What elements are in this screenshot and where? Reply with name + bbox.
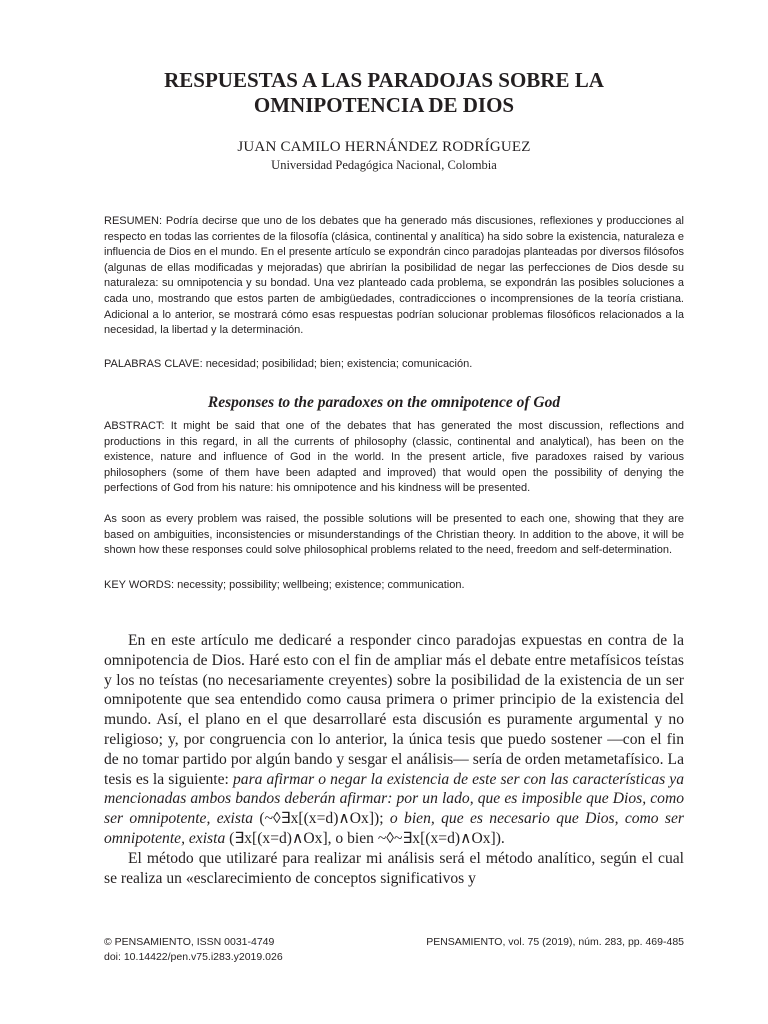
- formula-impossible: (~◊∃x[(x=d)∧Ox]);: [253, 810, 384, 828]
- author-name: JUAN CAMILO HERNÁNDEZ RODRÍGUEZ: [237, 139, 531, 155]
- footer-right: [426, 935, 684, 950]
- paragraph-1-text: En en este artículo me dedicaré a responder cinco paradojas expuestas en contra de la omnipotencia de Dios. Haré esto con el fin de ampliar más el debate entre metafísicos teístas y los no teístas (no necesariamente creyentes) sobre la posibilidad de la existencia de un ser omnipotente que sea entendido como causa primera o primer principio de la existencia del mundo. Así, el plano en el que desarrollaré esta discusión es puramente argumental y no religioso; y, por congruencia con lo anterior, la única tesis que puedo sostener —con el fin de no tomar partido por algún bando y sesgar el análisis— sería de orden metametafísico. La tesis es la siguiente:: [104, 632, 684, 788]
- title-line-1: RESPUESTAS A LAS PARADOJAS SOBRE LA: [164, 68, 604, 92]
- formula-necessary: (∃x[(x=d)∧Ox], o bien ~◊~∃x[(x=d)∧Ox]).: [225, 829, 505, 847]
- footer-citation: PENSAMIENTO, vol. 75 (2019), núm. 283, pp. 469-485: [426, 936, 684, 948]
- paper-title: [90, 68, 678, 118]
- keywords-english: KEY WORDS: necessity; possibility; wellbeing; existence; communication.: [104, 579, 465, 591]
- keywords-spanish: PALABRAS CLAVE: necesidad; posibilidad; bien; existencia; comunicación.: [104, 358, 473, 370]
- body-text: [104, 631, 684, 888]
- footer-doi: doi: 10.14422/pen.v75.i283.y2019.026: [104, 951, 283, 963]
- abstract-spanish: RESUMEN: Podría decirse que uno de los debates que ha generado más discusiones, reflexiones y producciones al respecto en todas las corrientes de la filosofía (clásica, continental y analítica) ha sido sobre la existencia, naturaleza e influencia de Dios en el mundo. En el presente artículo se expondrán cinco paradojas planteadas por diversos filósofos (algunas de ellas modificadas y mejoradas) que abrirían la posibilidad de negar las perfecciones de Dios desde su naturaleza: su omnipotencia y su bondad. Una vez planteado cada problema, se expondrán las posibles soluciones a cada uno, mostrando que estos parten de ambigüedades, contradicciones o incomprensiones de la teoría cristiana. Adicional a lo anterior, se mostrará cómo esas respuestas podrían solucionar problemas filosóficos relacionados a la necesidad, la libertad y la determinación.: [104, 215, 684, 337]
- thesis-italic-1: para afirmar o negar la existencia de este ser con las características ya mencionadas ambos bandos deberán afirmar: por un lado, que es imposible que Dios, como ser omnipotente, exista: [104, 770, 684, 828]
- title-line-2: OMNIPOTENCIA DE DIOS: [253, 93, 515, 117]
- abstract-english: ABSTRACT: It might be said that one of the debates that has generated the most discussion, reflections and productions in this regard, in all the currents of philosophy (classic, continental and analytical), has been on the existence, nature and influence of God in the world. In the present article, five paradoxes raised by various philosophers (some of them have been adapted and improved) that would open the possibility of denying the perfections of God from his nature: his omnipotence and his kindness will be presented.: [104, 420, 684, 495]
- thesis-italic-2: o bien, que es necesario que Dios, como ser omnipotente, exista: [104, 810, 684, 847]
- english-title: Responses to the paradoxes on the omnipotence of God: [207, 394, 561, 411]
- footer-issn: © PENSAMIENTO, ISSN 0031-4749: [104, 936, 275, 948]
- footer-left: [104, 935, 283, 965]
- body-paragraph-1: [104, 631, 684, 849]
- author-affiliation: Universidad Pedagógica Nacional, Colombia: [271, 158, 497, 172]
- body-paragraph-2: El método que utilizaré para realizar mi análisis será el método analítico, según el cual se realiza un «esclarecimiento de conceptos significativos y: [104, 849, 684, 887]
- abstract-english-continued: As soon as every problem was raised, the possible solutions will be presented to each one, showing that they are based on ambiguities, inconsistencies or misunderstandings of the Christian theory. In addition to the above, it will be shown how these responses could solve philosophical problems related to the need, freedom and self-determination.: [104, 513, 684, 557]
